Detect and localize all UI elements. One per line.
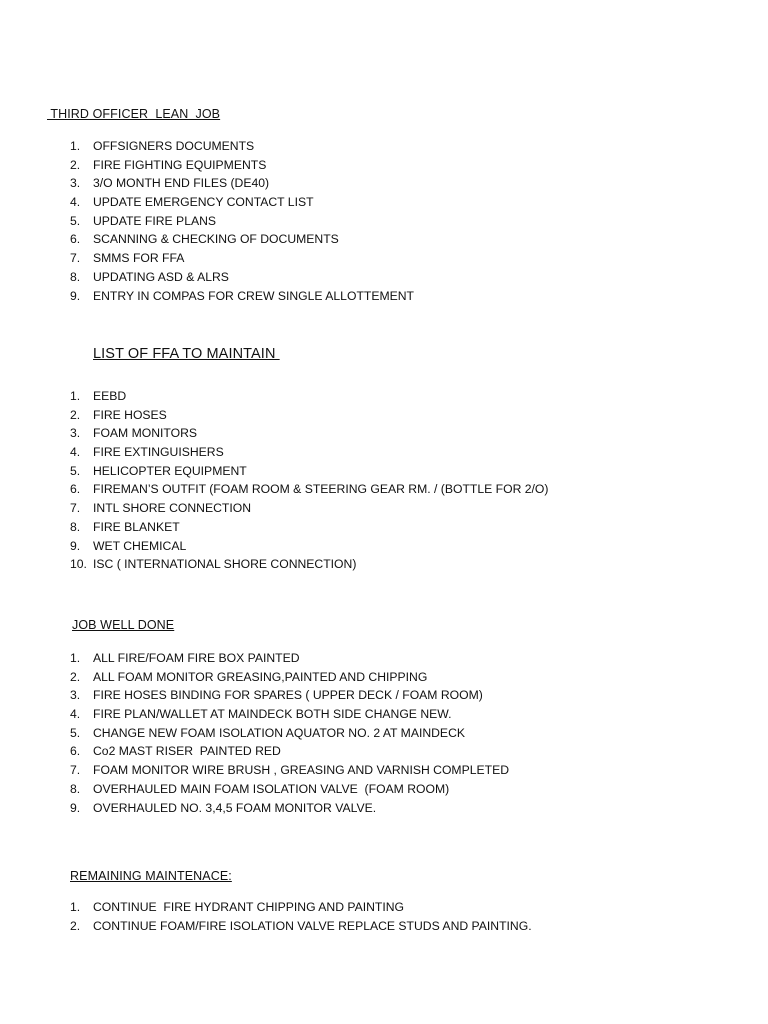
item-text: FIRE FIGHTING EQUIPMENTS <box>93 157 267 172</box>
item-number: 1. <box>70 389 81 403</box>
list-item <box>70 917 750 936</box>
item-text: SCANNING & CHECKING OF DOCUMENTS <box>93 232 339 247</box>
item-text: FIRE BLANKET <box>93 519 180 534</box>
item-text: OVERHAULED NO. 3,4,5 FOAM MONITOR VALVE. <box>93 800 377 815</box>
item-number: 4. <box>70 707 81 722</box>
list-item <box>70 480 750 499</box>
item-text: CONTINUE FOAM/FIRE ISOLATION VALVE REPLACE STUDS AND PAINTING. <box>93 918 532 933</box>
item-number: 6. <box>70 232 81 247</box>
item-text: UPDATING ASD & ALRS <box>93 269 229 284</box>
third-officer-heading: THIRD OFFICER LEAN JOB <box>47 107 221 121</box>
item-number: 1. <box>70 651 81 665</box>
item-text: 3/O MONTH END FILES (DE40) <box>93 176 270 191</box>
item-text: OFFSIGNERS DOCUMENTS <box>93 139 255 153</box>
item-number: 8. <box>70 519 81 534</box>
list-item <box>70 742 750 761</box>
list-item <box>70 193 750 212</box>
job-well-done-heading: JOB WELL DONE <box>72 618 175 632</box>
list-item <box>70 898 750 917</box>
list-item <box>70 443 750 462</box>
item-number: 4. <box>70 195 81 210</box>
list-item <box>70 799 750 818</box>
item-number: 1. <box>70 139 81 153</box>
item-text: INTL SHORE CONNECTION <box>93 501 251 516</box>
item-number: 8. <box>70 781 81 796</box>
list-item <box>70 212 750 231</box>
list-item <box>70 156 750 175</box>
list-item <box>70 499 750 518</box>
item-text: OVERHAULED MAIN FOAM ISOLATION VALVE (FOAM ROOM) <box>93 781 450 796</box>
item-number: 9. <box>70 288 81 303</box>
item-number: 2. <box>70 669 81 684</box>
list-item <box>70 462 750 481</box>
item-number: 3. <box>70 688 81 703</box>
item-number: 2. <box>70 918 81 933</box>
remaining-maintenance-list <box>70 898 750 935</box>
list-item <box>70 174 750 193</box>
list-item <box>70 686 750 705</box>
list-item <box>70 649 750 668</box>
item-text: FOAM MONITORS <box>93 426 198 441</box>
item-text: FIRE HOSES BINDING FOR SPARES ( UPPER DECK / FOAM ROOM) <box>93 688 483 703</box>
item-text: Co2 MAST RISER PAINTED RED <box>93 744 281 759</box>
item-number: 6. <box>70 482 81 497</box>
item-text: SMMS FOR FFA <box>93 251 185 266</box>
list-item <box>70 387 750 406</box>
list-item <box>70 555 750 574</box>
item-text: FIRE HOSES <box>93 407 167 422</box>
item-text: CONTINUE FIRE HYDRANT CHIPPING AND PAINTING <box>93 900 405 914</box>
item-text: ISC ( INTERNATIONAL SHORE CONNECTION) <box>93 557 357 572</box>
item-number: 3. <box>70 176 81 191</box>
ffa-list-heading: LIST OF FFA TO MAINTAIN <box>93 346 280 362</box>
item-text: ALL FIRE/FOAM FIRE BOX PAINTED <box>93 651 300 665</box>
item-text: EEBD <box>93 389 127 403</box>
item-number: 4. <box>70 445 81 460</box>
item-number: 5. <box>70 725 81 740</box>
list-item <box>70 761 750 780</box>
ffa-list <box>70 387 750 574</box>
item-number: 9. <box>70 800 81 815</box>
item-number: 8. <box>70 269 81 284</box>
item-number: 7. <box>70 501 81 516</box>
item-text: UPDATE EMERGENCY CONTACT LIST <box>93 195 314 210</box>
list-item <box>70 518 750 537</box>
item-number: 2. <box>70 157 81 172</box>
item-text: FIRE EXTINGUISHERS <box>93 445 224 460</box>
item-text: FOAM MONITOR WIRE BRUSH , GREASING AND VARNISH COMPLETED <box>93 763 509 778</box>
list-item <box>70 406 750 425</box>
list-item <box>70 287 750 306</box>
item-number: 3. <box>70 426 81 441</box>
list-item <box>70 268 750 287</box>
item-number: 5. <box>70 213 81 228</box>
third-officer-list <box>70 137 750 305</box>
item-number: 6. <box>70 744 81 759</box>
list-item <box>70 780 750 799</box>
list-item <box>70 724 750 743</box>
item-text: FIREMAN’S OUTFIT (FOAM ROOM & STEERING GEAR RM. / (BOTTLE FOR 2/O) <box>93 482 549 497</box>
item-text: WET CHEMICAL <box>93 538 187 553</box>
item-text: FIRE PLAN/WALLET AT MAINDECK BOTH SIDE CHANGE NEW. <box>93 707 452 722</box>
list-item <box>70 705 750 724</box>
item-text: UPDATE FIRE PLANS <box>93 213 217 228</box>
item-text: ENTRY IN COMPAS FOR CREW SINGLE ALLOTTEMENT <box>93 288 414 303</box>
item-number: 7. <box>70 251 81 266</box>
item-number: 7. <box>70 763 81 778</box>
item-number: 5. <box>70 463 81 478</box>
list-item <box>70 230 750 249</box>
item-text: HELICOPTER EQUIPMENT <box>93 463 247 478</box>
item-text: CHANGE NEW FOAM ISOLATION AQUATOR NO. 2 AT MAINDECK <box>93 725 465 740</box>
list-item <box>70 537 750 556</box>
item-number: 10. <box>70 557 87 572</box>
remaining-maintenance-heading: REMAINING MAINTENACE: <box>70 869 232 883</box>
item-text: ALL FOAM MONITOR GREASING,PAINTED AND CHIPPING <box>93 669 428 684</box>
job-well-done-list <box>70 649 750 817</box>
item-number: 1. <box>70 900 81 914</box>
item-number: 2. <box>70 407 81 422</box>
list-item <box>70 424 750 443</box>
list-item <box>70 249 750 268</box>
item-number: 9. <box>70 538 81 553</box>
list-item <box>70 668 750 687</box>
list-item <box>70 137 750 156</box>
